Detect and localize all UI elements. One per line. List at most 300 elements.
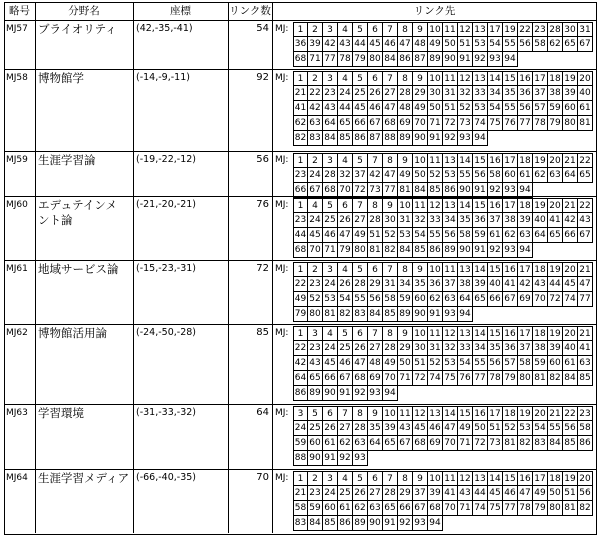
link-target-cell: 59 <box>548 101 563 116</box>
link-target-cell: 77 <box>518 116 533 131</box>
link-target-cell: 46 <box>338 356 353 371</box>
link-target-cell: 63 <box>353 436 368 451</box>
link-target-cell: 60 <box>503 168 518 183</box>
link-target-cell: 27 <box>368 341 383 356</box>
link-target-cell: 13 <box>443 153 458 168</box>
field-name: エデュテインメ <box>38 198 118 212</box>
link-target-cell: 92 <box>443 131 458 146</box>
link-target-cell: 8 <box>398 471 413 486</box>
link-target-cell: 94 <box>473 131 488 146</box>
link-target-cell: 93 <box>458 131 473 146</box>
link-target-cell: 87 <box>413 52 428 67</box>
field-name-continued: ント論 <box>38 213 73 227</box>
field-abbr: MJ57 <box>6 24 28 34</box>
link-target-cell: 50 <box>428 101 443 116</box>
link-target-cell: 92 <box>338 451 353 466</box>
link-target-cell: 7 <box>338 406 353 421</box>
column-divider <box>35 2 36 533</box>
link-target-cell: 71 <box>308 52 323 67</box>
link-target-cell: 51 <box>413 356 428 371</box>
link-target-cell: 57 <box>503 356 518 371</box>
link-target-cell: 29 <box>413 86 428 101</box>
link-target-cell: 33 <box>473 86 488 101</box>
link-target-cell: 86 <box>578 436 593 451</box>
link-target-cell: 56 <box>443 228 458 243</box>
link-target-cell: 7 <box>383 22 398 37</box>
link-target-cell: 81 <box>323 307 338 322</box>
header-link-count: リンク数 <box>229 5 271 17</box>
link-target-cell: 38 <box>548 86 563 101</box>
link-target-cell: 28 <box>353 277 368 292</box>
link-target-cell: 89 <box>398 131 413 146</box>
link-target-cell: 23 <box>578 406 593 421</box>
link-target-cell: 69 <box>398 116 413 131</box>
link-target-cell: 5 <box>353 262 368 277</box>
link-target-cell: 74 <box>563 292 578 307</box>
link-target-cell: 32 <box>338 168 353 183</box>
link-target-cell: 25 <box>338 341 353 356</box>
link-target-cell: 82 <box>338 307 353 322</box>
link-target-cell: 91 <box>428 131 443 146</box>
link-target-cell: 44 <box>338 101 353 116</box>
link-target-cell: 23 <box>323 86 338 101</box>
link-target-cell: 19 <box>503 22 518 37</box>
link-target-cell: 58 <box>578 421 593 436</box>
link-target-cell: 61 <box>488 228 503 243</box>
link-target-cell: 80 <box>548 501 563 516</box>
link-target-cell: 93 <box>368 386 383 401</box>
link-target-cell: 45 <box>488 486 503 501</box>
link-target-cell: 89 <box>398 307 413 322</box>
link-target-cell: 23 <box>308 486 323 501</box>
link-target-cell: 53 <box>443 168 458 183</box>
link-target-cell: 56 <box>473 168 488 183</box>
link-target-cell: 52 <box>458 101 473 116</box>
field-name: 学習環境 <box>38 406 84 420</box>
link-target-cell: 11 <box>443 71 458 86</box>
link-target-cell: 46 <box>428 421 443 436</box>
link-target-cell: 79 <box>548 116 563 131</box>
link-target-cell: 15 <box>473 153 488 168</box>
link-target-cell: 89 <box>428 52 443 67</box>
link-target-cell: 84 <box>368 307 383 322</box>
link-target-cell: 47 <box>398 37 413 52</box>
link-target-cell: 82 <box>548 371 563 386</box>
link-target-cell: 24 <box>323 486 338 501</box>
link-target-cell: 83 <box>353 307 368 322</box>
link-target-cell: 93 <box>413 516 428 531</box>
link-target-cell: 39 <box>518 213 533 228</box>
link-target-cell: 1 <box>293 22 308 37</box>
link-target-cell: 51 <box>443 101 458 116</box>
link-target-cell: 79 <box>293 307 308 322</box>
link-target-cell: 1 <box>293 262 308 277</box>
link-target-cell: 28 <box>368 213 383 228</box>
link-target-cell: 63 <box>368 501 383 516</box>
link-target-cell: 43 <box>458 486 473 501</box>
link-target-cell: 36 <box>503 341 518 356</box>
link-target-cell: 44 <box>548 277 563 292</box>
link-target-cell: 78 <box>518 501 533 516</box>
field-name: 地域サービス論 <box>38 262 119 276</box>
link-target-cell: 58 <box>518 356 533 371</box>
link-target-cell: 78 <box>533 116 548 131</box>
link-target-cell: 54 <box>458 356 473 371</box>
link-target-cell: 49 <box>383 356 398 371</box>
link-target-cell: 3 <box>293 406 308 421</box>
link-target-cell: 91 <box>338 386 353 401</box>
link-target-cell: 4 <box>323 326 338 341</box>
link-target-cell: 85 <box>563 436 578 451</box>
link-target-cell: 47 <box>353 356 368 371</box>
link-target-cell: 73 <box>458 116 473 131</box>
link-target-cell: 47 <box>338 228 353 243</box>
field-coordinates: (-24,-50,-28) <box>136 327 197 338</box>
link-target-cell: 60 <box>308 436 323 451</box>
link-target-cell: 14 <box>443 406 458 421</box>
link-target-cell: 86 <box>338 516 353 531</box>
link-target-cell: 64 <box>323 116 338 131</box>
field-abbr: MJ64 <box>6 473 28 483</box>
column-divider <box>133 2 134 533</box>
link-target-cell: 85 <box>578 371 593 386</box>
link-target-cell: 47 <box>383 168 398 183</box>
link-target-cell: 31 <box>398 213 413 228</box>
link-target-cell: 25 <box>353 86 368 101</box>
link-target-cell: 13 <box>473 471 488 486</box>
link-target-cell: 49 <box>398 168 413 183</box>
link-target-cell: 14 <box>458 198 473 213</box>
link-target-cell: 73 <box>488 436 503 451</box>
link-target-cell: 55 <box>353 292 368 307</box>
link-target-cell: 18 <box>533 326 548 341</box>
link-target-cell: 42 <box>518 277 533 292</box>
link-target-cell: 3 <box>323 471 338 486</box>
link-target-cell: 21 <box>293 486 308 501</box>
link-target-cell: 16 <box>503 326 518 341</box>
link-target-cell: 86 <box>353 131 368 146</box>
field-abbr: MJ63 <box>6 408 28 418</box>
link-target-cell: 20 <box>533 406 548 421</box>
link-target-cell: 38 <box>503 213 518 228</box>
link-target-cell: 68 <box>293 243 308 258</box>
link-target-cell: 11 <box>398 406 413 421</box>
link-target-cell: 37 <box>533 86 548 101</box>
link-target-cell: 60 <box>548 356 563 371</box>
link-target-cell: 66 <box>293 183 308 198</box>
link-target-cell: 36 <box>473 213 488 228</box>
link-target-cell: 64 <box>458 292 473 307</box>
link-target-cell: 36 <box>428 277 443 292</box>
link-target-grid <box>293 22 593 67</box>
link-prefix: MJ: <box>275 408 289 418</box>
link-prefix: MJ: <box>275 200 289 210</box>
link-target-cell: 72 <box>548 292 563 307</box>
link-target-cell: 12 <box>428 198 443 213</box>
link-target-cell: 81 <box>398 183 413 198</box>
link-target-cell: 3 <box>323 262 338 277</box>
link-target-cell: 23 <box>293 213 308 228</box>
link-target-cell: 85 <box>413 243 428 258</box>
link-target-cell: 55 <box>428 228 443 243</box>
link-target-cell: 75 <box>488 116 503 131</box>
link-target-cell: 42 <box>293 356 308 371</box>
link-target-cell: 9 <box>413 71 428 86</box>
link-target-cell: 52 <box>308 292 323 307</box>
link-target-cell: 30 <box>413 341 428 356</box>
link-target-cell: 10 <box>398 198 413 213</box>
link-target-cell: 40 <box>578 86 593 101</box>
link-target-cell: 64 <box>368 436 383 451</box>
link-target-cell: 22 <box>293 341 308 356</box>
link-target-cell: 37 <box>413 486 428 501</box>
link-target-cell: 9 <box>413 262 428 277</box>
link-target-cell: 85 <box>383 307 398 322</box>
link-target-cell: 92 <box>398 516 413 531</box>
link-target-cell: 67 <box>338 371 353 386</box>
link-target-cell: 41 <box>503 277 518 292</box>
link-target-cell: 9 <box>383 198 398 213</box>
link-target-cell: 65 <box>473 292 488 307</box>
link-target-cell: 86 <box>443 183 458 198</box>
link-target-cell: 84 <box>323 131 338 146</box>
link-target-cell: 16 <box>473 406 488 421</box>
link-target-cell: 58 <box>488 168 503 183</box>
link-target-cell: 50 <box>398 356 413 371</box>
link-target-cell: 65 <box>578 168 593 183</box>
link-target-cell: 20 <box>563 262 578 277</box>
link-target-cell: 62 <box>293 116 308 131</box>
link-target-cell: 50 <box>473 421 488 436</box>
link-target-cell: 53 <box>443 356 458 371</box>
link-target-cell: 9 <box>368 406 383 421</box>
field-name: 生涯学習メディア <box>38 471 130 485</box>
link-target-cell: 78 <box>488 371 503 386</box>
link-target-cell: 7 <box>368 326 383 341</box>
link-target-cell: 4 <box>308 198 323 213</box>
link-target-cell: 79 <box>503 371 518 386</box>
link-target-cell: 18 <box>548 471 563 486</box>
link-target-cell: 63 <box>443 292 458 307</box>
link-target-cell: 26 <box>323 421 338 436</box>
link-target-cell: 30 <box>563 22 578 37</box>
link-target-grid <box>293 406 593 466</box>
link-target-cell: 18 <box>503 406 518 421</box>
link-target-cell: 90 <box>458 243 473 258</box>
link-target-cell: 92 <box>488 243 503 258</box>
link-target-cell: 32 <box>443 341 458 356</box>
link-target-cell: 53 <box>518 421 533 436</box>
link-target-cell: 5 <box>323 198 338 213</box>
link-target-cell: 52 <box>428 356 443 371</box>
link-target-grid <box>293 471 593 531</box>
link-target-cell: 81 <box>578 116 593 131</box>
link-target-cell: 91 <box>323 451 338 466</box>
link-target-cell: 47 <box>443 421 458 436</box>
link-target-cell: 70 <box>413 116 428 131</box>
column-divider <box>272 2 273 533</box>
link-target-cell: 42 <box>563 213 578 228</box>
link-target-cell: 77 <box>578 292 593 307</box>
link-target-cell: 10 <box>413 153 428 168</box>
link-target-cell: 80 <box>308 307 323 322</box>
link-target-cell: 27 <box>383 86 398 101</box>
field-name: ブライオリティ <box>38 22 117 36</box>
link-target-cell: 51 <box>488 421 503 436</box>
link-target-cell: 36 <box>293 37 308 52</box>
link-target-cell: 31 <box>443 86 458 101</box>
link-target-cell: 63 <box>578 356 593 371</box>
link-target-cell: 62 <box>503 228 518 243</box>
link-target-cell: 39 <box>563 86 578 101</box>
link-target-cell: 72 <box>443 116 458 131</box>
link-target-cell: 28 <box>353 421 368 436</box>
link-target-cell: 49 <box>458 421 473 436</box>
link-prefix: MJ: <box>275 155 289 165</box>
link-target-cell: 11 <box>428 326 443 341</box>
link-target-cell: 31 <box>428 341 443 356</box>
link-target-cell: 64 <box>293 371 308 386</box>
link-target-cell: 54 <box>533 421 548 436</box>
link-target-cell: 66 <box>488 292 503 307</box>
link-target-cell: 90 <box>413 307 428 322</box>
link-target-cell: 45 <box>323 356 338 371</box>
link-target-cell: 85 <box>428 183 443 198</box>
link-target-cell: 52 <box>503 421 518 436</box>
link-target-cell: 31 <box>578 22 593 37</box>
link-target-cell: 90 <box>308 451 323 466</box>
field-coordinates: (-21,-20,-21) <box>136 199 197 210</box>
link-target-cell: 91 <box>473 243 488 258</box>
link-target-cell: 65 <box>383 501 398 516</box>
link-target-cell: 19 <box>548 262 563 277</box>
link-target-cell: 66 <box>563 228 578 243</box>
link-target-cell: 4 <box>338 71 353 86</box>
link-target-cell: 65 <box>563 37 578 52</box>
link-target-cell: 27 <box>338 421 353 436</box>
link-target-cell: 66 <box>398 501 413 516</box>
link-target-cell: 58 <box>383 292 398 307</box>
link-target-cell: 8 <box>398 262 413 277</box>
link-target-cell: 61 <box>518 168 533 183</box>
row-divider <box>4 20 597 21</box>
link-target-cell: 31 <box>383 277 398 292</box>
link-target-cell: 89 <box>308 386 323 401</box>
link-target-cell: 21 <box>578 262 593 277</box>
link-target-cell: 70 <box>443 436 458 451</box>
link-target-cell: 58 <box>293 501 308 516</box>
link-target-cell: 68 <box>293 52 308 67</box>
link-target-cell: 23 <box>293 168 308 183</box>
link-target-cell: 4 <box>338 262 353 277</box>
link-target-cell: 46 <box>383 37 398 52</box>
link-target-cell: 67 <box>578 37 593 52</box>
link-target-cell: 19 <box>563 71 578 86</box>
link-target-cell: 82 <box>383 243 398 258</box>
link-target-cell: 18 <box>518 198 533 213</box>
link-target-cell: 65 <box>383 436 398 451</box>
link-target-cell: 11 <box>443 471 458 486</box>
link-target-cell: 15 <box>488 262 503 277</box>
link-target-cell: 27 <box>368 486 383 501</box>
link-target-cell: 28 <box>383 486 398 501</box>
link-target-cell: 14 <box>473 262 488 277</box>
link-target-cell: 53 <box>398 228 413 243</box>
link-target-cell: 7 <box>353 198 368 213</box>
link-target-cell: 66 <box>323 371 338 386</box>
link-target-cell: 17 <box>518 262 533 277</box>
link-target-cell: 79 <box>353 52 368 67</box>
link-target-cell: 80 <box>518 371 533 386</box>
link-target-cell: 42 <box>323 37 338 52</box>
link-target-cell: 47 <box>578 277 593 292</box>
link-target-cell: 15 <box>503 71 518 86</box>
link-target-cell: 74 <box>473 501 488 516</box>
link-target-cell: 1 <box>293 198 308 213</box>
link-target-cell: 46 <box>323 228 338 243</box>
link-target-cell: 74 <box>428 371 443 386</box>
link-target-cell: 49 <box>293 292 308 307</box>
link-target-cell: 79 <box>338 243 353 258</box>
link-target-cell: 21 <box>563 153 578 168</box>
link-target-cell: 36 <box>518 86 533 101</box>
link-target-cell: 59 <box>308 501 323 516</box>
link-target-cell: 69 <box>368 371 383 386</box>
field-abbr: MJ58 <box>6 73 28 83</box>
link-target-cell: 53 <box>323 292 338 307</box>
link-target-cell: 9 <box>398 326 413 341</box>
link-target-cell: 11 <box>443 22 458 37</box>
link-target-cell: 67 <box>398 436 413 451</box>
link-target-cell: 35 <box>458 213 473 228</box>
link-target-cell: 92 <box>473 52 488 67</box>
link-target-cell: 17 <box>503 153 518 168</box>
link-target-cell: 39 <box>383 421 398 436</box>
link-target-cell: 61 <box>578 101 593 116</box>
header-link-targets: リンク先 <box>413 5 456 17</box>
link-target-cell: 83 <box>293 516 308 531</box>
link-target-grid <box>293 71 593 146</box>
link-target-cell: 6 <box>368 22 383 37</box>
link-target-cell: 91 <box>383 516 398 531</box>
link-target-cell: 43 <box>338 37 353 52</box>
link-target-cell: 15 <box>458 406 473 421</box>
header-abbr: 略号 <box>9 5 30 17</box>
field-abbr: MJ61 <box>6 264 28 274</box>
link-target-cell: 17 <box>488 406 503 421</box>
link-target-cell: 71 <box>428 116 443 131</box>
link-target-cell: 46 <box>503 486 518 501</box>
link-target-cell: 86 <box>398 52 413 67</box>
link-target-cell: 41 <box>293 101 308 116</box>
field-coordinates: (-19,-22,-12) <box>136 154 197 165</box>
link-target-cell: 59 <box>398 292 413 307</box>
link-target-cell: 2 <box>308 262 323 277</box>
link-target-cell: 45 <box>563 277 578 292</box>
link-target-cell: 19 <box>518 406 533 421</box>
link-target-cell: 56 <box>488 356 503 371</box>
link-target-cell: 74 <box>473 116 488 131</box>
link-target-cell: 85 <box>338 131 353 146</box>
link-target-cell: 17 <box>533 471 548 486</box>
link-prefix: MJ: <box>275 473 289 483</box>
link-target-cell: 24 <box>293 421 308 436</box>
link-target-cell: 13 <box>473 71 488 86</box>
link-target-cell: 48 <box>413 37 428 52</box>
link-target-cell: 1 <box>293 71 308 86</box>
link-target-cell: 77 <box>503 501 518 516</box>
link-target-cell: 18 <box>518 153 533 168</box>
